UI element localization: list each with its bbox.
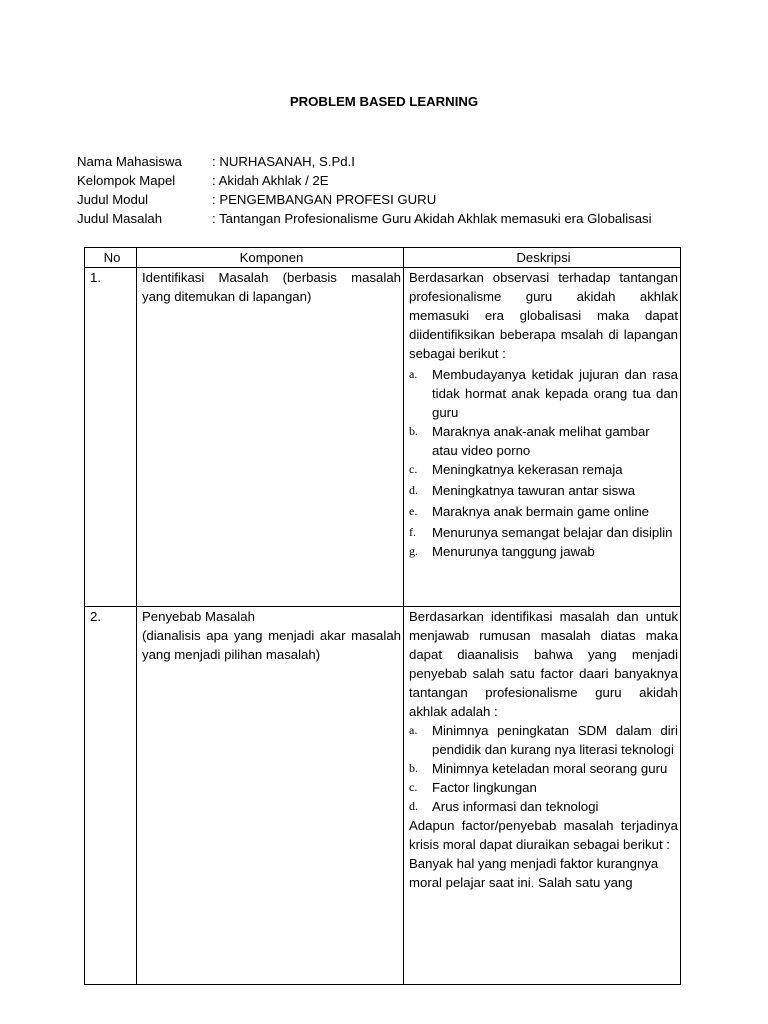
info-row-masalah — [77, 209, 717, 228]
list-item — [409, 759, 678, 778]
info-value: : Tantangan Profesionalisme Guru Akidah Akhlak memasuki era Globalisasi — [212, 211, 652, 226]
komponen-description: (dianalisis apa yang menjadi akar masalah yang menjadi pilihan masalah) — [142, 628, 401, 662]
list-item — [409, 460, 678, 479]
komponen-title: Penyebab Masalah — [142, 609, 255, 624]
document-title: PROBLEM BASED LEARNING — [289, 94, 479, 109]
list-marker: b. — [409, 761, 418, 775]
list-marker: b. — [409, 424, 418, 438]
pbl-table — [84, 247, 681, 985]
row-number: 1. — [85, 268, 137, 607]
deskripsi-intro: Berdasarkan identifikasi masalah dan untuk menjawab rumusan masalah diatas maka dapat diaanalisis bahwa yang menjadi penyebab salah satu factor daari banyaknya tantangan profesionalisme guru akidah akhlak adalah : — [409, 609, 678, 719]
info-value: : NURHASANAH, S.Pd.I — [212, 154, 355, 169]
row-komponen — [137, 607, 404, 985]
list-marker: g. — [409, 544, 418, 558]
list-text: Minimnya keteladan moral seorang guru — [432, 761, 668, 776]
list-text: Maraknya anak bermain game online — [432, 504, 649, 519]
info-row-kelompok — [77, 171, 717, 190]
header-no: No — [85, 248, 137, 268]
list-item — [409, 721, 678, 759]
row-deskripsi — [404, 607, 681, 985]
list-marker: d. — [409, 483, 418, 497]
list-item — [409, 521, 678, 542]
info-label: Kelompok Mapel — [77, 173, 176, 188]
list-text: Menurunya semangat belajar dan disiplin — [432, 525, 673, 540]
table-row — [85, 268, 681, 607]
info-label: Nama Mahasiswa — [77, 154, 182, 169]
deskripsi-continuation: Banyak hal yang menjadi faktor kurangnya moral pelajar saat ini. Salah satu yang — [409, 856, 659, 890]
list-marker: a. — [409, 723, 418, 737]
list-text: Menurunya tanggung jawab — [432, 544, 595, 559]
info-label: Judul Masalah — [77, 211, 163, 226]
info-block — [77, 152, 717, 228]
list-text: Arus informasi dan teknologi — [432, 799, 599, 814]
list-marker: a. — [409, 367, 418, 381]
list-item — [409, 500, 678, 521]
deskripsi-intro: Berdasarkan observasi terhadap tantangan profesionalisme guru akidah akhlak memasuki era globalisasi maka dapat diidentifiksikan beberapa msalah di lapangan sebagai berikut : — [409, 270, 678, 361]
info-row-modul — [77, 190, 717, 209]
header-komponen: Komponen — [137, 248, 404, 268]
list-item — [409, 542, 678, 561]
list-text: Minimnya peningkatan SDM dalam diri pendidik dan kurang nya literasi teknologi — [432, 723, 678, 757]
info-row-nama — [77, 152, 717, 171]
list-marker: d. — [409, 799, 418, 813]
row-number: 2. — [85, 607, 137, 985]
header-deskripsi: Deskripsi — [404, 248, 681, 268]
list-item — [409, 363, 678, 422]
list-item — [409, 422, 678, 460]
list-marker: c. — [409, 462, 418, 476]
list-text: Meningkatnya kekerasan remaja — [432, 462, 623, 477]
info-label: Judul Modul — [77, 192, 149, 207]
list-text: Membudayanya ketidak jujuran dan rasa tidak hormat anak kepada orang tua dan guru — [432, 367, 678, 420]
table-row — [85, 607, 681, 985]
list-text: Factor lingkungan — [432, 780, 537, 795]
list-item — [409, 797, 678, 816]
table-header-row — [85, 248, 681, 268]
list-item — [409, 778, 678, 797]
cause-list — [409, 721, 678, 816]
problem-list — [409, 363, 678, 561]
list-marker: c. — [409, 780, 418, 794]
row-komponen: Identifikasi Masalah (berbasis masalah yang ditemukan di lapangan) — [137, 268, 404, 607]
list-text: Maraknya anak-anak melihat gambar atau video porno — [432, 424, 650, 458]
list-marker: f. — [409, 525, 416, 539]
list-text: Meningkatnya tawuran antar siswa — [432, 483, 636, 498]
row-deskripsi — [404, 268, 681, 607]
list-marker: e. — [409, 504, 418, 518]
info-value: : Akidah Akhlak / 2E — [212, 173, 329, 188]
deskripsi-followup: Adapun factor/penyebab masalah terjadinya krisis moral dapat diuraikan sebagai berikut : — [409, 818, 678, 852]
list-item — [409, 479, 678, 500]
info-value: : PENGEMBANGAN PROFESI GURU — [212, 192, 437, 207]
